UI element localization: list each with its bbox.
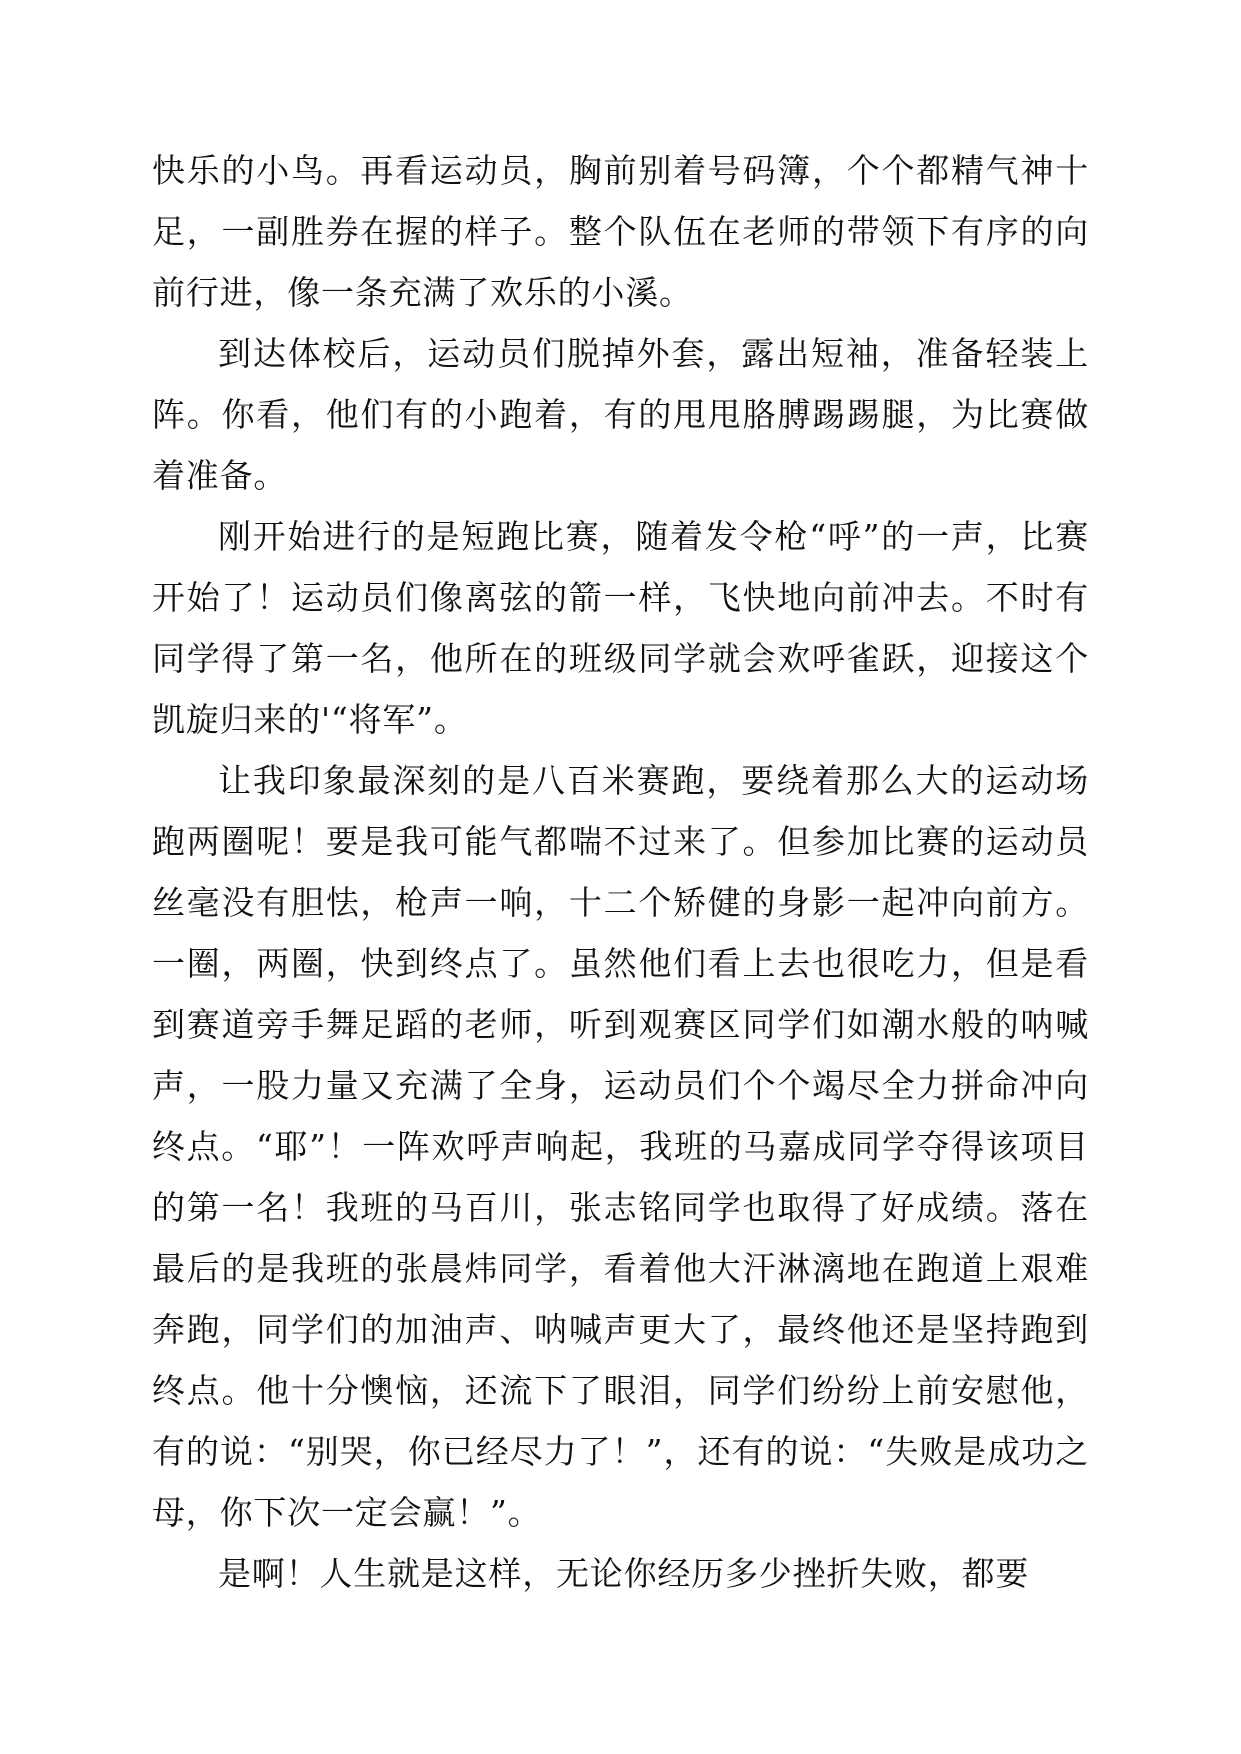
paragraph: 是啊！人生就是这样，无论你经历多少挫折失败，都要	[218, 1554, 1030, 1593]
paragraph: 让我印象最深刻的是八百米赛跑，要绕着那么大的运动场跑两圈呢！要是我可能气都喘不过来了。但参加比赛的运动员丝毫没有胆怯，枪声一响，十二个矫健的身影一起冲向前方。一圈，两圈，快到终点了。虽然他们看上去也很吃力，但是看到赛道旁手舞足蹈的老师，听到观赛区同学们如潮水般的呐喊声，一股力量又充满了全身，运动员们个个竭尽全力拼命冲向终点。“耶”！一阵欢呼声响起，我班的马嘉成同学夺得该项目的第一名！我班的马百川，张志铭同学也取得了好成绩。落在最后的是我班的张晨炜同学，看着他大汗淋漓地在跑道上艰难奔跑，同学们的加油声、呐喊声更大了，最终他还是坚持跑到终点。他十分懊恼，还流下了眼泪，同学们纷纷上前安慰他，有的说：“别哭，你已经尽力了！”，还有的说：“失败是成功之母，你下次一定会赢！”。	[152, 761, 1089, 1532]
document-body	[152, 140, 1089, 1604]
paragraph: 刚开始进行的是短跑比赛，随着发令枪“呼”的一声，比赛开始了！运动员们像离弦的箭一样，飞快地向前冲去。不时有同学得了第一名，他所在的班级同学就会欢呼雀跃，迎接这个凯旋归来的'“将军”。	[152, 517, 1089, 739]
paragraph: 快乐的小鸟。再看运动员，胸前别着号码簿，个个都精气神十足，一副胜券在握的样子。整个队伍在老师的带领下有序的向前行进，像一条充满了欢乐的小溪。	[152, 151, 1089, 312]
paragraph: 到达体校后，运动员们脱掉外套，露出短袖，准备轻装上阵。你看，他们有的小跑着，有的甩甩胳膊踢踢腿，为比赛做着准备。	[152, 334, 1089, 495]
